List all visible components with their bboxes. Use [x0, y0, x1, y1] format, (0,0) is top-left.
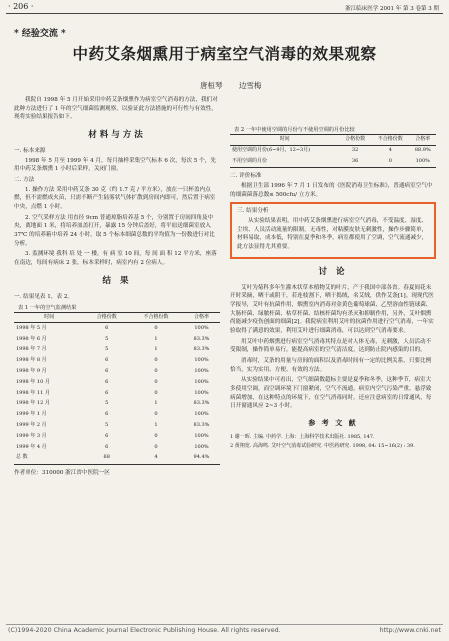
table-cell: 1998 年 10 月 — [16, 378, 50, 385]
monthly-results-table — [14, 304, 220, 465]
table-cell: 5 — [105, 422, 109, 428]
table-cell: 83.3% — [193, 422, 210, 428]
intro-paragraph: 我院自 1998 年 5 月开始采用中药艾条烟熏作为病室空气消毒的方法，我们对此种方法进行了 1 年的空气细菌监测观察，以验证此方法措施的可行性与有效性，现将实验结果报告如下。 — [14, 97, 218, 121]
table-cell: 83.3% — [193, 335, 210, 342]
table-cell: 83.3% — [193, 400, 210, 407]
method-subheading: 二. 方法 — [14, 177, 35, 184]
table-cell: 1999 年 1 月 — [16, 411, 47, 418]
table-cell: 100% — [194, 411, 209, 418]
table-row — [230, 157, 436, 168]
table-row — [14, 367, 220, 378]
source-paragraph: 1998 年 5 月至 1999 年 4 月，每月抽样采集空气标本 6 次，每次 5 个，先用中药艾条烟熏 1 小时后采样，关闭门窗。 — [14, 157, 216, 173]
table-cell: 1999 年 4 月 — [16, 443, 47, 450]
table-cell: 1 — [154, 346, 158, 353]
methods-heading: 材料与方法 — [88, 129, 146, 140]
table-cell: 0 — [154, 443, 158, 450]
source-subheading: 一. 标本来源 — [14, 148, 46, 155]
table-cell: 0 — [154, 411, 158, 418]
table-cell: 1999 年 3 月 — [16, 432, 47, 439]
table1-header: 不合格份数 — [129, 312, 183, 323]
table-cell: 1998 年 11 月 — [16, 389, 50, 396]
copyright-footer — [8, 627, 441, 634]
table-cell: 100% — [194, 357, 209, 364]
table-cell: 1998 年 12 月 — [16, 400, 50, 407]
table-row — [14, 399, 220, 410]
table-row — [14, 345, 220, 356]
table-cell: 0 — [154, 389, 158, 396]
reference-item: 1 谢一晖. 主编. 中药学. 上海：上海科学技术出版社. 1985, 147. — [230, 433, 375, 440]
table-cell: 1998 年 6 月 — [16, 335, 47, 342]
table-cell: 6 — [105, 368, 109, 375]
table-row — [14, 453, 220, 464]
table-cell: 总 数 — [14, 453, 84, 464]
table-row — [14, 410, 220, 421]
table-cell: 5 — [105, 335, 109, 342]
right-column — [230, 96, 436, 453]
table2-header: 时间 — [230, 135, 339, 146]
results-intro: 一. 结果见表 1，表 2。 — [14, 293, 73, 300]
table-cell: 1 — [154, 335, 158, 342]
table-row — [14, 323, 220, 334]
copyright-text: (C)1994-2020 China Academic Journal Electronic Publishing House. All rights reserved. — [8, 627, 281, 634]
table2-header: 合格率 — [410, 135, 436, 146]
table2-caption: 表 2 一年中使用空调的月份与不使用空调的月份比较 — [234, 127, 355, 133]
table-cell: 100% — [194, 389, 209, 396]
table1-header: 合格率 — [183, 312, 220, 323]
table-cell: 100% — [194, 324, 209, 331]
table-cell: 0 — [154, 432, 158, 439]
table-row — [14, 431, 220, 442]
table1-caption: 表 1 一年的空气监测结果 — [18, 304, 77, 311]
table-cell: 1 — [154, 400, 158, 407]
table-cell: 使用空调的月份(6~9月，12~3月) — [232, 147, 311, 154]
table-cell: 6 — [105, 357, 109, 364]
table-cell: 4 — [129, 453, 183, 464]
analysis-subheading: 三. 结果分析 — [237, 208, 269, 215]
references-list — [230, 434, 436, 451]
table-cell: 0 — [154, 368, 158, 375]
table-cell: 6 — [105, 324, 109, 331]
evaluation-subheading: 二. 评价标准 — [230, 173, 262, 180]
discussion-paragraph-3: 消毒时，艾条的用量与房间的面积以及消毒时间有一定的比例关系，只要比例恰当，实为实用、方便、有效的方法。 — [230, 358, 432, 373]
method-operation-paragraph: 1. 操作方法 采用中药艾条 30 克（约 1.7 克 / 平方米），放在一只杯盖内点燃，但不需燃成火苗，只需不断产生陆雾状气体扩散到房间内即可，然后置于病室中央，点燃 1 小时。 — [14, 186, 216, 211]
method-sampling-paragraph: 2. 空气采样方法 用直径 9cm 普通琼脂培养基 5 个，分别置于房间四角及中央，离地面 1 米，将培养皿盖打开，暴露 15 分钟后盖好，将平皿送细菌室放入 37℃ 的培养箱中培养 24 小时，取 5 个标本细菌总数的平均值为一份数进行对比分析。 — [14, 214, 215, 247]
table-cell: 1998 年 9 月 — [16, 368, 47, 375]
table-cell: 100% — [194, 368, 209, 375]
reference-item: 2 黄翔宽. 高海鸣. 艾叶空气消毒试验研究. 中医药研究. 1998, 04: 15~16(2) : 39. — [230, 443, 415, 450]
table-row — [14, 334, 220, 345]
table-cell: 不用空调的月份 — [230, 157, 339, 168]
table-cell: 0 — [154, 324, 158, 331]
table2-body — [230, 145, 436, 168]
table-row — [14, 377, 220, 388]
table-cell: 5 — [105, 346, 109, 353]
results-heading: 结 果 — [102, 275, 132, 286]
table-cell: 88.9% — [414, 147, 431, 154]
method-environment-paragraph: 3. 监测环境 我科 培 处 一 楼，有 病 室 10 间，每 间 面 积 12 平方米，座落在南边，每间有病床 2 张，标本采样时，病室内有 2 位病人。 — [14, 251, 217, 267]
table2-header: 合格份数 — [339, 135, 371, 146]
left-column — [14, 96, 220, 479]
references-heading: 参 考 文 献 — [308, 419, 358, 428]
table-cell: 100% — [410, 157, 436, 168]
ac-comparison-table — [230, 126, 436, 168]
table-cell: 32 — [351, 147, 359, 154]
analysis-paragraph: 从实验结果表明，用中药艾条烟熏进行病室空气消毒，不受温度、湿度、尘埃、人员活动流量的限制，无毒性，对粘膜皮肤无刺激性，操作步骤简单，材料易取，成本低，特别在夏季和冬季，病室都使用了空调，空气流通减少，此方法显得尤其重要。 — [237, 218, 428, 250]
table-cell: 1999 年 2 月 — [16, 422, 47, 428]
table1-header: 合格份数 — [84, 312, 129, 323]
table-row — [14, 442, 220, 453]
table-cell: 4 — [388, 147, 392, 154]
table-cell: 1998 年 8 月 — [16, 357, 47, 364]
discussion-paragraph-2: 用艾叶中药烟熏进行病室空气消毒其特点是对人体无毒，无刺激，人员活动不受限制，操作简单易行，能提高病室的空气清洁度，达到防止院内感染的目的。 — [230, 338, 432, 354]
discussion-paragraph-1: 艾叶为菊科多年生灌木状草本植物艾的叶片，产于我国中部各省。春夏间花未开时采摘，晒干或阴干，若连枝割下，晒干捣绒，名艾绒，供作艾条[1]。现现代医学报导，艾叶有抗菌作用，烟熏室内消毒对金黄色葡萄球菌、乙型溶血性链球菌、大肠杆菌、绿脓杆菌、枯草杆菌、结核杆菌均有杀灭和抑制作用，另外，艾叶烟熏尚能减少疫伤创面的细菌[2]。我院病室利用艾叶的抗菌作用进行空气消毒，一年实验取得了满意的效果，利用艾叶进行细菌消毒，可以达到空气消毒要求。 — [230, 284, 434, 335]
table-row — [14, 388, 220, 399]
table-cell: 6 — [105, 378, 109, 385]
table-cell: 100% — [194, 378, 209, 385]
table-cell: 5 — [105, 400, 109, 407]
author-affiliation: 作者单位：310000 浙江省中医院一区 — [14, 469, 110, 476]
footer-rule — [6, 624, 443, 625]
table-cell: 6 — [105, 432, 109, 439]
header-rule — [6, 13, 443, 14]
table-cell: 1998 年 5 月 — [16, 324, 47, 331]
table-cell: 6 — [105, 443, 109, 450]
table2-header: 不合格份数 — [371, 135, 410, 146]
table-cell: 83.3% — [193, 346, 210, 353]
page-number: · 206 · — [8, 2, 34, 11]
table-row — [230, 145, 436, 156]
table-cell: 68 — [84, 453, 129, 464]
table-cell: 0 — [154, 357, 158, 364]
table-row — [14, 420, 220, 431]
article-authors: 唐桓琴 边雪梅 — [200, 81, 262, 90]
article-title: 中药艾条烟熏用于病室空气消毒的效果观察 — [72, 45, 377, 63]
table-cell: 36 — [339, 157, 371, 168]
discussion-heading: 讨 论 — [318, 266, 348, 277]
table-cell: 1998 年 7 月 — [16, 346, 47, 353]
table-cell: 0 — [154, 378, 158, 385]
table-cell: 1 — [154, 422, 158, 428]
discussion-paragraph-4: 从实验结果中可看出，空气细菌数超标主要是夏季和冬季，这种季节，病室大多使用空调，而空调环境下门窗紧闭，空气不流通，病室内空气污染严重，悬浮致病菌增加，在这种特点的环境下，在空气消毒同时，还应注意病室的日常通风，每日开窗通风应 2~3 小时。 — [230, 377, 432, 410]
table-cell: 94.4% — [183, 453, 220, 464]
table1-header: 时间 — [14, 312, 84, 323]
table-row — [14, 356, 220, 367]
cnki-link[interactable]: http://www.cnki.net — [379, 627, 441, 634]
section-tag: * 经验交流 * — [14, 29, 66, 39]
table-cell: 6 — [105, 411, 109, 418]
result-analysis-highlight — [230, 202, 436, 258]
evaluation-paragraph: 根据卫生部 1996 年 7 月 1 日发布的《医院消毒卫生标准》，普通病室空气中的细菌菌落总数≤ 500cfu/ 立方米。 — [230, 183, 433, 198]
table-cell: 100% — [194, 443, 209, 450]
table1-body — [14, 323, 220, 464]
table-cell: 100% — [194, 432, 209, 439]
journal-header: 浙江临床医学 2001 年 第 3 卷第 3 期 — [345, 6, 439, 12]
table-cell: 6 — [105, 389, 109, 396]
table-cell: 0 — [371, 157, 410, 168]
